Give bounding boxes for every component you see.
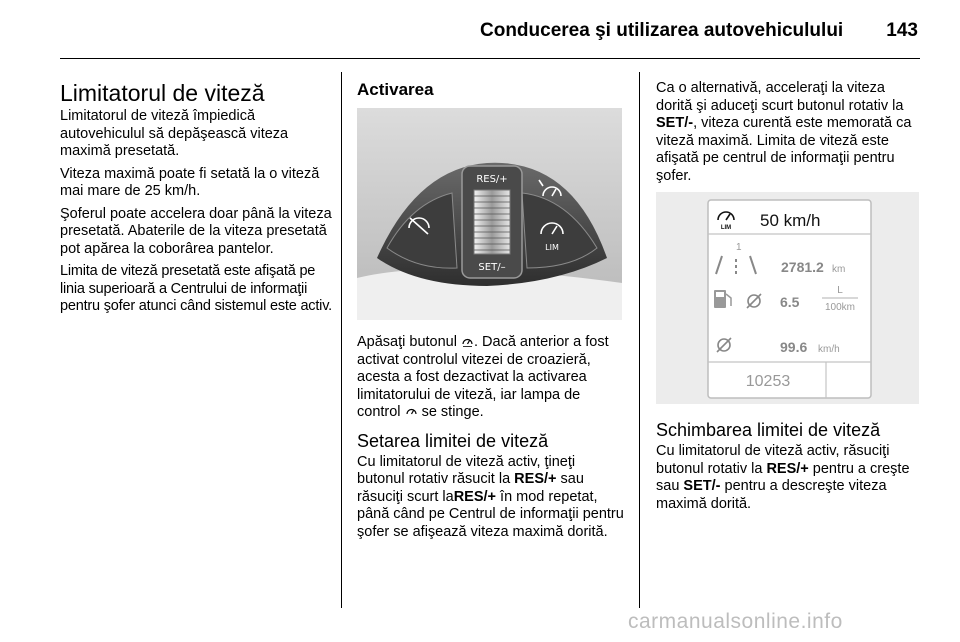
fuel-consumption-value: 6.5 — [780, 294, 800, 310]
text-span: pentru a creşte sau — [656, 460, 910, 494]
cruise-control-lamp-icon — [405, 405, 418, 418]
text-span: , viteza curentă este memorată ca viteză maximă. Limita de viteză este afişată pe centrul de informaţii pentru şofer. — [656, 115, 912, 184]
text-span: Apăsaţi butonul — [357, 334, 457, 350]
text-span: sau răsuciţi scurt la — [357, 471, 584, 505]
trip-number: 1 — [736, 242, 742, 253]
paragraph: Limita de viteză presetată este afişată pe linia superioară a Centrului de informaţii pentru şofer atunci când sistemul este activ. — [60, 263, 333, 314]
steering-wheel-controls-figure — [357, 108, 622, 320]
text-span: Ca o alternativă, acceleraţi la viteza dorită şi aduceţi scurt butonul rotativ la — [656, 80, 904, 114]
odometer-value: 2781.2 — [781, 259, 824, 275]
column-divider-1 — [341, 72, 342, 608]
paragraph — [357, 334, 625, 422]
odometer-total: 10253 — [745, 373, 791, 390]
text-span: Cu limitatorul de viteză activ, ţineţi butonul rotativ răsucit la — [357, 453, 576, 487]
paragraph — [357, 454, 625, 542]
paragraph — [656, 443, 921, 513]
subsection-heading: Activarea — [357, 80, 434, 99]
paragraph: Şoferul poate accelera doar până la viteza presetată. Abaterile de la viteza presetată pot apărea la coborârea pantelor. — [60, 205, 332, 257]
header-divider — [60, 58, 920, 59]
speed-limiter-icon — [461, 335, 474, 348]
fuel-unit-top: L — [837, 285, 843, 296]
column-divider-2 — [639, 72, 640, 608]
set-minus-label: SET/– — [478, 262, 506, 273]
text-span: pentru a descreşte viteza maximă dorită. — [656, 478, 887, 512]
average-speed-unit: km/h — [818, 344, 840, 355]
driver-information-centre-figure — [656, 192, 919, 404]
paragraph: Limitatorul de viteză împiedică autovehiculul să depăşească viteza maximă presetată. — [60, 108, 289, 159]
res-plus-text: RES/+ — [453, 488, 497, 505]
subsection-heading: Schimbarea limitei de viteză — [656, 420, 881, 440]
res-plus-text: RES/+ — [514, 471, 557, 487]
text-span: în mod repetat, până când pe Centrul de informaţii pentru şofer se afişează viteza maximă dorită. — [357, 488, 624, 540]
fuel-unit-bottom: 100km — [824, 302, 856, 313]
text-span: Cu limitatorul de viteză activ, răsuciţi butonul rotativ la — [656, 443, 890, 477]
watermark: carmanualsonline.info — [628, 610, 843, 633]
lim-label: LIM — [545, 243, 559, 252]
column-2-body — [357, 334, 625, 546]
running-header: Conducerea şi utilizarea autovehiculului — [480, 20, 844, 41]
column-1 — [60, 80, 332, 321]
text-span: . Dacă anterior a fost activat controlul vitezei de croazieră, acesta a fost dezactivat la activarea limitatorului de viteză, iar lampa de control — [357, 334, 609, 420]
page-number: 143 — [886, 20, 918, 41]
lim-label: LIM — [720, 225, 732, 231]
set-minus-text: SET/- — [656, 115, 694, 131]
speed-limit-value: 50 km/h — [760, 211, 821, 230]
res-plus-text: RES/+ — [766, 460, 809, 477]
average-speed-value: 99.6 — [780, 339, 808, 355]
set-minus-text: SET/- — [683, 478, 721, 494]
paragraph — [656, 80, 921, 185]
odometer-unit: km — [832, 264, 846, 275]
subsection-heading: Setarea limitei de viteză — [357, 430, 549, 451]
column-3 — [656, 80, 921, 190]
text-span: se stinge. — [421, 404, 484, 420]
section-heading: Limitatorul de viteză — [60, 80, 265, 106]
paragraph: Viteza maximă poate fi setată la o viteză mai mare de 25 km/h. — [60, 165, 320, 199]
column-3-body — [656, 420, 921, 518]
res-plus-label: RES/+ — [476, 174, 508, 185]
